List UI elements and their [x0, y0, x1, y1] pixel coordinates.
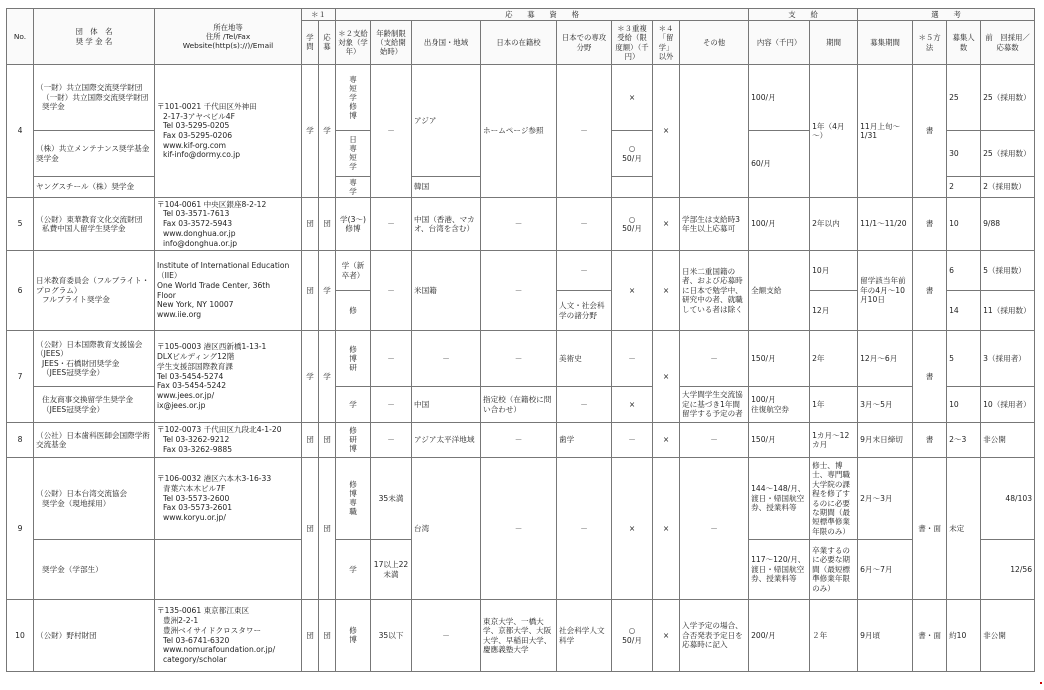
header-origin: 出身国・地域 [412, 21, 481, 65]
gaku-cell: 団 [302, 423, 319, 458]
prev-cell: 10（採用者） [981, 387, 1035, 423]
page-edge-mark [1040, 682, 1042, 684]
count-cell: 10 [947, 198, 981, 251]
origin-cell: 中国 [412, 387, 481, 423]
header-target: ＊２支給対象（学年） [336, 21, 371, 65]
header-prev: 前 回採用／応募数 [981, 21, 1035, 65]
header-no: No. [7, 9, 34, 65]
header-duplicate: ＊３重複受給（限度額）（千円） [612, 21, 653, 65]
org-address: Institute of International Education （IIE） One World Trade Center, 36th Floor New York, NY 10007 www.iie.org [155, 251, 302, 331]
age-cell: 35未満 [371, 458, 412, 540]
age-cell: 35以下 [371, 600, 412, 672]
obo-cell: 学 [319, 251, 336, 331]
count-cell: 14 [947, 291, 981, 331]
age-cell: － [371, 251, 412, 331]
school-cell: － [481, 251, 557, 331]
origin-cell: － [412, 331, 481, 387]
amount-cell: 144～148/月、渡日・帰国航空券、授業料等 [749, 458, 810, 540]
gaku-cell: 団 [302, 251, 319, 331]
duplicate-cell: － [612, 331, 653, 387]
count-cell: 2 [947, 177, 981, 198]
period-cell: 卒業するのに必要な期間（最短標準修業年限のみ） [810, 540, 858, 600]
target-cell: 修博 [336, 600, 371, 672]
amount-cell: 全額支給 [749, 251, 810, 331]
target-cell: 修博専職 [336, 458, 371, 540]
target-cell: 修研博 [336, 423, 371, 458]
origin-cell: アジア太平洋地域 [412, 423, 481, 458]
prev-cell: 11（採用数） [981, 291, 1035, 331]
header-age: 年齢制限（支給開始時） [371, 21, 412, 65]
target-cell: 学 [336, 387, 371, 423]
recruit-cell: 11月上旬～1/31 [858, 65, 913, 198]
field-cell: － [557, 458, 612, 600]
header-org: 団 体 名 奨 学 金 名 [34, 9, 155, 65]
obo-cell: 団 [319, 423, 336, 458]
table-row [7, 600, 1035, 672]
target-cell: 専学 [336, 177, 371, 198]
origin-cell: － [412, 600, 481, 672]
duplicate-cell: × [612, 387, 653, 423]
origin-cell: 米国籍 [412, 251, 481, 331]
table-row [7, 251, 1035, 291]
duplicate-cell [612, 177, 653, 198]
period-cell: 2年 [810, 331, 858, 387]
field-cell: － [557, 251, 612, 291]
table-header [7, 9, 1035, 65]
age-cell: － [371, 198, 412, 251]
prev-cell: 25（採用数） [981, 131, 1035, 177]
header-count: 募集人数 [947, 21, 981, 65]
org-address: 〒105-0003 港区西新橋1-13-1 DLXビルディング12階 学生支援部国際教育課 Tel 03-5454-5274 Fax 03-5454-5242 www.jees.or.jp/ ix@jees.or.jp [155, 331, 302, 423]
ryugaku-cell: × [653, 600, 680, 672]
org-name: （公財）日本国際教育支援協会（JEES） JEES・石橋財団奨学金 （JEES冠奨学金） [34, 331, 155, 387]
org-address: 〒102-0073 千代田区九段北4-1-20 Tel 03-3262-9212 Fax 03-3262-9885 [155, 423, 302, 458]
period-cell: 修士、博士、専門職大学院の課程を修了するのに必要な期間（最短標準修業年限のみ） [810, 458, 858, 540]
method-cell: 書 [913, 423, 947, 458]
recruit-cell: 12月～6月 [858, 331, 913, 387]
row-number: 5 [7, 198, 34, 251]
other-cell: 大学間学生交流協定に基づき1年間留学する予定の者 [680, 387, 749, 423]
amount-cell: 100/月 [749, 65, 810, 131]
amount-cell: 200/月 [749, 600, 810, 672]
other-cell: 学部生は支給時3年生以上応募可 [680, 198, 749, 251]
other-cell: 入学予定の場合、合否発表予定日を応募時に記入 [680, 600, 749, 672]
scholarship-table [6, 8, 1035, 672]
other-cell: － [680, 331, 749, 387]
period-cell: 1カ月～12カ月 [810, 423, 858, 458]
prev-cell: 2（採用数） [981, 177, 1035, 198]
scholarship-name: （株）共立メンテナンス奨学基金奨学金 [34, 131, 155, 177]
age-cell: － [371, 331, 412, 387]
prev-cell: 非公開 [981, 600, 1035, 672]
header-period: 期間 [810, 21, 858, 65]
org-name: （公財）日本台湾交流協会 奨学金（現地採用） [34, 458, 155, 540]
method-cell: 書・面 [913, 600, 947, 672]
method-cell: 書 [913, 251, 947, 331]
gaku-cell: 学 [302, 65, 319, 198]
row-number: 10 [7, 600, 34, 672]
scholarship-name: 住友商事交換留学生奨学金 （JEES冠奨学金） [34, 387, 155, 423]
school-cell: － [481, 331, 557, 387]
field-cell: － [557, 65, 612, 198]
ryugaku-cell: × [653, 251, 680, 331]
count-cell: 25 [947, 65, 981, 131]
recruit-cell: 2月～3月 [858, 458, 913, 540]
ryugaku-cell: × [653, 331, 680, 423]
field-cell: 社会科学人文科学 [557, 600, 612, 672]
header-method: ＊５方法 [913, 21, 947, 65]
duplicate-cell: ○ 50/月 [612, 198, 653, 251]
period-cell: 1年（4月～） [810, 65, 858, 198]
duplicate-cell: × [612, 251, 653, 331]
period-cell: 10月 [810, 251, 858, 291]
org-address: 〒135-0061 東京都江東区 豊洲2-2-1 豊洲ベイサイドクロスタワー Tel 03-6741-6320 www.nomurafoundation.or.jp/ category/scholar [155, 600, 302, 672]
count-cell: 6 [947, 251, 981, 291]
ryugaku-cell: × [653, 458, 680, 600]
row-number: 6 [7, 251, 34, 331]
school-cell: 東京大学、一橋大学、京都大学、大阪大学、早稲田大学、慶應義塾大学 [481, 600, 557, 672]
gaku-cell: 団 [302, 600, 319, 672]
other-cell: － [680, 423, 749, 458]
table-row [7, 331, 1035, 387]
recruit-cell: 9月末日締切 [858, 423, 913, 458]
header-ryugaku: ＊４「留学」以外 [653, 21, 680, 65]
scholarship-name: ヤングスチール（株）奨学金 [34, 177, 155, 198]
org-name: （公財）東華教育文化交流財団 私費中国人留学生奨学金 [34, 198, 155, 251]
age-cell: － [371, 423, 412, 458]
target-cell: 修博研 [336, 331, 371, 387]
target-cell: 専短学修博 [336, 65, 371, 131]
school-cell: － [481, 198, 557, 251]
method-cell: 書 [913, 65, 947, 198]
header-eligibility: 応 募 資 格 [336, 9, 749, 21]
header-address: 所在地等 住所 /Tel/Fax Website(http(s)://)/Email [155, 9, 302, 65]
field-cell: － [557, 198, 612, 251]
target-cell: 学（新卒者） [336, 251, 371, 291]
prev-cell: 12/56 [981, 540, 1035, 600]
period-cell: 12月 [810, 291, 858, 331]
header-school: 日本の在籍校 [481, 21, 557, 65]
org-address: 〒104-0061 中央区銀座8-2-12 Tel 03-3571-7613 Fax 03-3572-5943 www.donghua.or.jp info@donghua.or.jp [155, 198, 302, 251]
other-cell: 日米二重国籍の者、および応募時に日本で勉学中、研究中の者、就職している者は除く [680, 251, 749, 331]
amount-cell: 100/月 [749, 198, 810, 251]
count-cell: 約10 [947, 600, 981, 672]
org-name: （一財）共立国際交流奨学財団 （一財）共立国際交流奨学財団奨学金 [34, 65, 155, 131]
origin-cell: アジア [412, 65, 481, 177]
prev-cell: 48/103 [981, 458, 1035, 540]
amount-cell: 117～120/月、渡日・帰国航空券、授業料等 [749, 540, 810, 600]
amount-cell: 150/月 [749, 423, 810, 458]
table-row [7, 458, 1035, 540]
school-cell: － [481, 423, 557, 458]
school-cell: ホームページ参照 [481, 65, 557, 198]
header-amount: 内容（千円） [749, 21, 810, 65]
age-cell: 17以上22未満 [371, 540, 412, 600]
header-recruit: 募集期間 [858, 21, 913, 65]
gaku-cell: 学 [302, 331, 319, 423]
origin-cell: 中国（香港、マカオ、台湾を含む） [412, 198, 481, 251]
field-cell: 美術史 [557, 331, 612, 387]
target-cell: 学 [336, 540, 371, 600]
table-row [7, 198, 1035, 251]
field-cell: 人文・社会科学の諸分野 [557, 291, 612, 331]
obo-cell: 団 [319, 198, 336, 251]
org-name: 日米教育委員会（フルブライト・プログラム） フルブライト奨学金 [34, 251, 155, 331]
header-obo: 応募 [319, 21, 336, 65]
ryugaku-cell: × [653, 423, 680, 458]
prev-cell: 非公開 [981, 423, 1035, 458]
period-cell: 1年 [810, 387, 858, 423]
count-cell: 5 [947, 331, 981, 387]
row-number: 4 [7, 65, 34, 198]
gaku-cell: 団 [302, 198, 319, 251]
school-cell: 指定校（在籍校に問い合わせ） [481, 387, 557, 423]
amount-cell: 100/月 往復航空券 [749, 387, 810, 423]
duplicate-cell: × [612, 458, 653, 600]
duplicate-cell: × [612, 65, 653, 131]
origin-cell: 台湾 [412, 458, 481, 600]
prev-cell: 5（採用数） [981, 251, 1035, 291]
header-selection: 選 考 [858, 9, 1035, 21]
other-cell: － [680, 458, 749, 600]
ryugaku-cell: × [653, 65, 680, 198]
duplicate-cell: ○ 50/月 [612, 600, 653, 672]
period-cell: ２年 [810, 600, 858, 672]
method-cell: 書・面 [913, 458, 947, 600]
count-cell: 30 [947, 131, 981, 177]
method-cell: 書 [913, 331, 947, 423]
row-number: 7 [7, 331, 34, 423]
header-field: 日本での専攻分野 [557, 21, 612, 65]
table-row [7, 65, 1035, 131]
header-payment: 支 給 [749, 9, 858, 21]
recruit-cell: 9月頃 [858, 600, 913, 672]
scholarship-name: 奨学金（学部生） [34, 540, 155, 600]
target-cell: 日専短学 [336, 131, 371, 177]
table-row [7, 423, 1035, 458]
amount-cell: 150/月 [749, 331, 810, 387]
org-name: （公社）日本歯科医師会国際学術交流基金 [34, 423, 155, 458]
count-cell: 2～3 [947, 423, 981, 458]
target-cell: 学(3～)修博 [336, 198, 371, 251]
school-cell: － [481, 458, 557, 600]
recruit-cell: 留学該当年前年の4月～10月10日 [858, 251, 913, 331]
org-address: 〒106-0032 港区六本木3-16-33 青葉六本木ビル7F Tel 03-5573-2600 Fax 03-5573-2601 www.koryu.or.jp/ [155, 458, 302, 540]
field-cell: － [557, 387, 612, 423]
header-gaku: 学問 [302, 21, 319, 65]
target-cell: 修 [336, 291, 371, 331]
period-cell: 2年以内 [810, 198, 858, 251]
origin-cell: 韓国 [412, 177, 481, 198]
recruit-cell: 11/1～11/20 [858, 198, 913, 251]
prev-cell: 9/88 [981, 198, 1035, 251]
org-name: （公財）野村財団 [34, 600, 155, 672]
gaku-cell: 団 [302, 458, 319, 600]
count-cell: 未定 [947, 458, 981, 600]
obo-cell: 学 [319, 65, 336, 198]
duplicate-cell: － [612, 423, 653, 458]
org-address: 〒101-0021 千代田区外神田 2-17-3アヤベビル4F Tel 03-5295-0205 Fax 03-5295-0206 www.kif-org.com kif-info@dormy.co.jp [155, 65, 302, 198]
row-number: 9 [7, 458, 34, 600]
prev-cell: 25（採用数） [981, 65, 1035, 131]
header-other: その他 [680, 21, 749, 65]
ryugaku-cell: × [653, 198, 680, 251]
count-cell: 10 [947, 387, 981, 423]
prev-cell: 3（採用者） [981, 331, 1035, 387]
recruit-cell: 3月～5月 [858, 387, 913, 423]
age-cell: － [371, 387, 412, 423]
header-star1: ＊１ [302, 9, 336, 21]
age-cell: － [371, 65, 412, 198]
duplicate-cell: ○ 50/月 [612, 131, 653, 177]
org-address [155, 540, 302, 600]
obo-cell: 学 [319, 331, 336, 423]
field-cell: 歯学 [557, 423, 612, 458]
recruit-cell: 6月～7月 [858, 540, 913, 600]
other-cell [680, 65, 749, 198]
obo-cell: 団 [319, 600, 336, 672]
method-cell: 書 [913, 198, 947, 251]
scholarship-table-container [6, 8, 1034, 672]
amount-cell: 60/月 [749, 131, 810, 198]
obo-cell: 団 [319, 458, 336, 600]
row-number: 8 [7, 423, 34, 458]
